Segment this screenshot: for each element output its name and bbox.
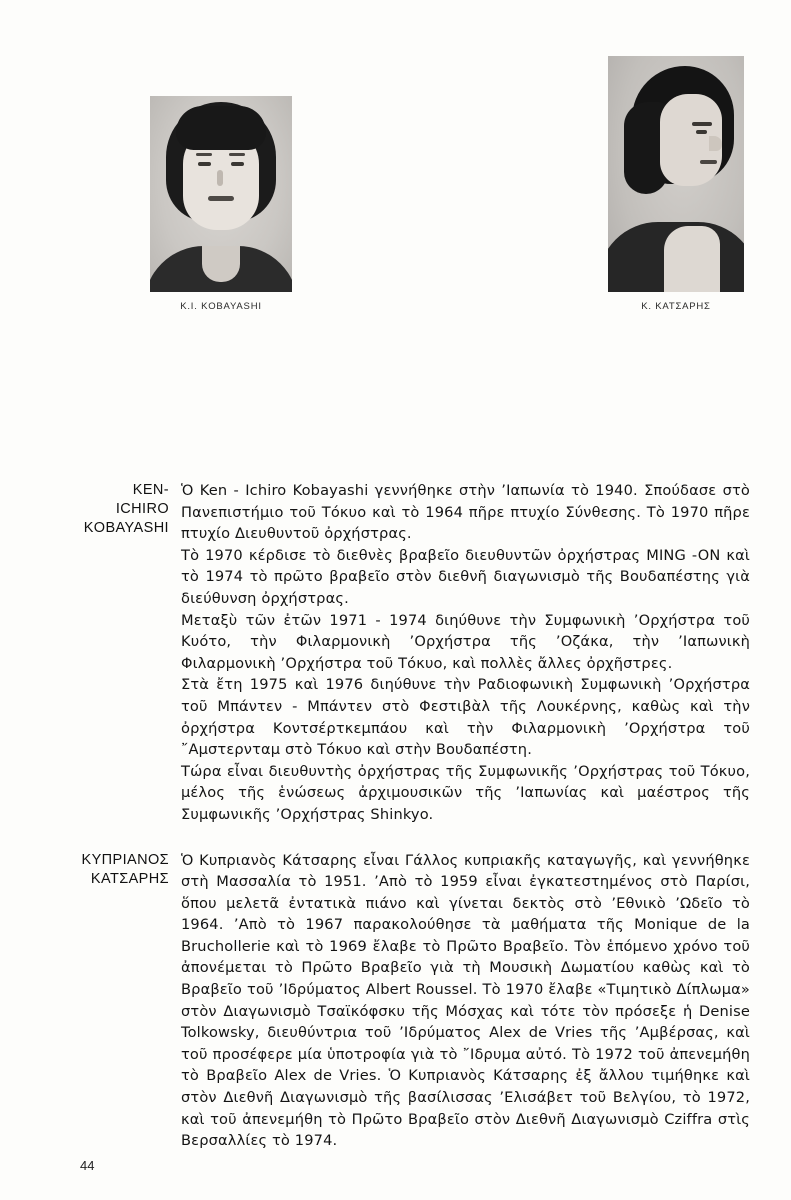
paragraph: Τὸ 1970 κέρδισε τὸ διεθνὲς βραβεῖο διευθυντῶν ὀρχήστρας MING -ON καὶ τὸ 1974 τὸ πρῶτο βραβεῖο στὸν διεθνῆ διαγωνισμὸ τῆς Βουδαπέστης γιὰ διεύθυνση ὀρχήστρας. bbox=[181, 546, 750, 607]
paragraph: Ὁ Κυπριανὸς Κάτσαρης εἶναι Γάλλος κυπριακῆς καταγωγῆς, καὶ γεννήθηκε στὴ Μασσαλία τὸ 1951. ’Απὸ τὸ 1959 εἶναι ἐγκατεστημένος στὸ Παρίσι, ὅπου μελετᾶ ἐντατικὰ πιάνο καὶ γίνεται δεκτὸς στὸ ’Εθνικὸ ’Ωδεῖο τὸ 1964. ’Απὸ τὸ 1967 παρακολούθησε τὰ μαθήματα τῆς Monique de la Bruchollerie καὶ τὸ 1969 ἔλαβε τὸ Πρῶτο Βραβεῖο. Τὸν ἑπόμενο χρόνο τοῦ ἀπονέμεται τὸ Πρῶτο Βραβεῖο γιὰ τὴ Μουσικὴ Δωματίου καθὼς καὶ τὸ Βραβεῖο τοῦ ’Ιδρύματος Albert Roussel. Τὸ 1970 ἔλαβε «Τιμητικὸ Δίπλωμα» στὸν Διαγωνισμὸ Τσαϊκόφσκυ τῆς Μόσχας καὶ τότε τὸν πρόσεξε ἡ Denise Tolkowsky, διευθύντρια τοῦ ’Ιδρύματος Alex de Vries τῆς ’Αμβέρσας, καὶ τοῦ προσέφερε μία ὑποτροφία γιὰ τὸ ῎Ιδρυμα αὐτό. Τὸ 1972 τοῦ ἀπενεμήθη τὸ Βραβεῖο Alex de Vries. Ὁ Κυπριανὸς Κάτσαρης ἐξ ἄλλου τιμήθηκε καὶ στὸν Διεθνῆ Διαγωνισμὸ τῆς βασίλισσας ’Ελισάβετ τοῦ Βελγίου, τὸ 1972, καὶ τοῦ ἀπενεμήθη τὸ Πρῶτο Βραβεῖο στὸν Διεθνῆ Διαγωνισμὸ Cziffra στὶς Βερσαλλίες τὸ 1974. bbox=[181, 851, 750, 1150]
photo-block-katsaris bbox=[608, 56, 744, 312]
portrait-eye-left bbox=[198, 162, 211, 166]
portrait-nose bbox=[217, 170, 223, 186]
portrait-brow-left bbox=[196, 153, 212, 156]
portrait-nose bbox=[709, 136, 722, 151]
photo-caption-kobayashi: Κ.Ι. KOBAYASHI bbox=[180, 301, 262, 312]
portrait-brow-right bbox=[229, 153, 245, 156]
body-text bbox=[44, 480, 750, 1176]
paragraph: Ὁ Ken - Ichiro Kobayashi γεννήθηκε στὴν ’Ιαπωνία τὸ 1940. Σπούδασε στὸ Πανεπιστήμιο τοῦ Τόκυο καὶ τὸ 1964 πῆρε πτυχίο Σύνθεσης. Τὸ 1970 πῆρε πτυχίο Διευθυντοῦ ὀρχήστρας. bbox=[181, 482, 750, 543]
portrait-fringe bbox=[176, 106, 266, 150]
entry-name-line: ICHIRO bbox=[115, 501, 169, 518]
entry-name-line: ΚΥΠΡΙΑΝΟΣ bbox=[81, 851, 169, 868]
portrait-eye bbox=[696, 130, 707, 134]
portrait-collar bbox=[202, 246, 240, 282]
photo-block-kobayashi bbox=[150, 96, 292, 312]
entry-name-katsaris bbox=[44, 850, 181, 889]
photo-caption-katsaris: Κ. ΚΑΤΣΑΡΗΣ bbox=[641, 301, 711, 312]
biography-entry-kobayashi bbox=[44, 480, 750, 826]
portrait-shirt bbox=[664, 226, 720, 292]
entry-text-katsaris bbox=[181, 850, 750, 1152]
entry-name-line: KOBAYASHI bbox=[83, 520, 169, 537]
entry-name-kobayashi bbox=[44, 480, 181, 539]
portrait-mouth bbox=[208, 196, 234, 201]
portrait-brow bbox=[692, 122, 712, 126]
entry-name-line: ΚΑΤΣΑΡΗΣ bbox=[90, 870, 169, 887]
entry-text-kobayashi bbox=[181, 480, 750, 826]
portrait-mouth bbox=[700, 160, 717, 164]
paragraph: Μεταξὺ τῶν ἐτῶν 1971 - 1974 διηύθυνε τὴν Συμφωνικὴ ’Ορχήστρα τοῦ Κυότο, τὴν Φιλαρμονικὴ ’Ορχήστρα τῆς ’Οζάκα, τὴν ’Ιαπωνικὴ Φιλαρμονικὴ ’Ορχήστρα τοῦ Τόκυο, καὶ πολλὲς ἄλλες ὀρχῆστρες. bbox=[181, 611, 750, 672]
paragraph: Στὰ ἔτη 1975 καὶ 1976 διηύθυνε τὴν Ραδιοφωνικὴ Συμφωνικὴ ’Ορχήστρα τοῦ Μπάντεν - Μπάντεν στὸ Φεστιβὰλ τῆς Λουκέρνης, καθὼς καὶ τὴν ὀρχήστρα Κοντσέρτκεμπάου καὶ τὴν Φιλαρμονικὴ ’Ορχήστρα τοῦ ῎Αμστερνταμ στὸ Τόκυο καὶ στὴν Βουδαπέστη. bbox=[181, 676, 750, 759]
biography-entry-katsaris bbox=[44, 850, 750, 1152]
portrait-kobayashi bbox=[150, 96, 292, 292]
portrait-eye-right bbox=[231, 162, 244, 166]
portrait-katsaris bbox=[608, 56, 744, 292]
entry-name-line: KEN- bbox=[132, 482, 169, 498]
paragraph: Τώρα εἶναι διευθυντὴς ὀρχήστρας τῆς Συμφωνικῆς ’Ορχήστρας τοῦ Τόκυο, μέλος τῆς ἑνώσεως ἀρχιμουσικῶν τῆς ’Ιαπωνίας καὶ μαέστρος τῆς Συμφωνικῆς ’Ορχήστρας Shinkyo. bbox=[181, 762, 750, 823]
page-number: 44 bbox=[80, 1158, 95, 1173]
